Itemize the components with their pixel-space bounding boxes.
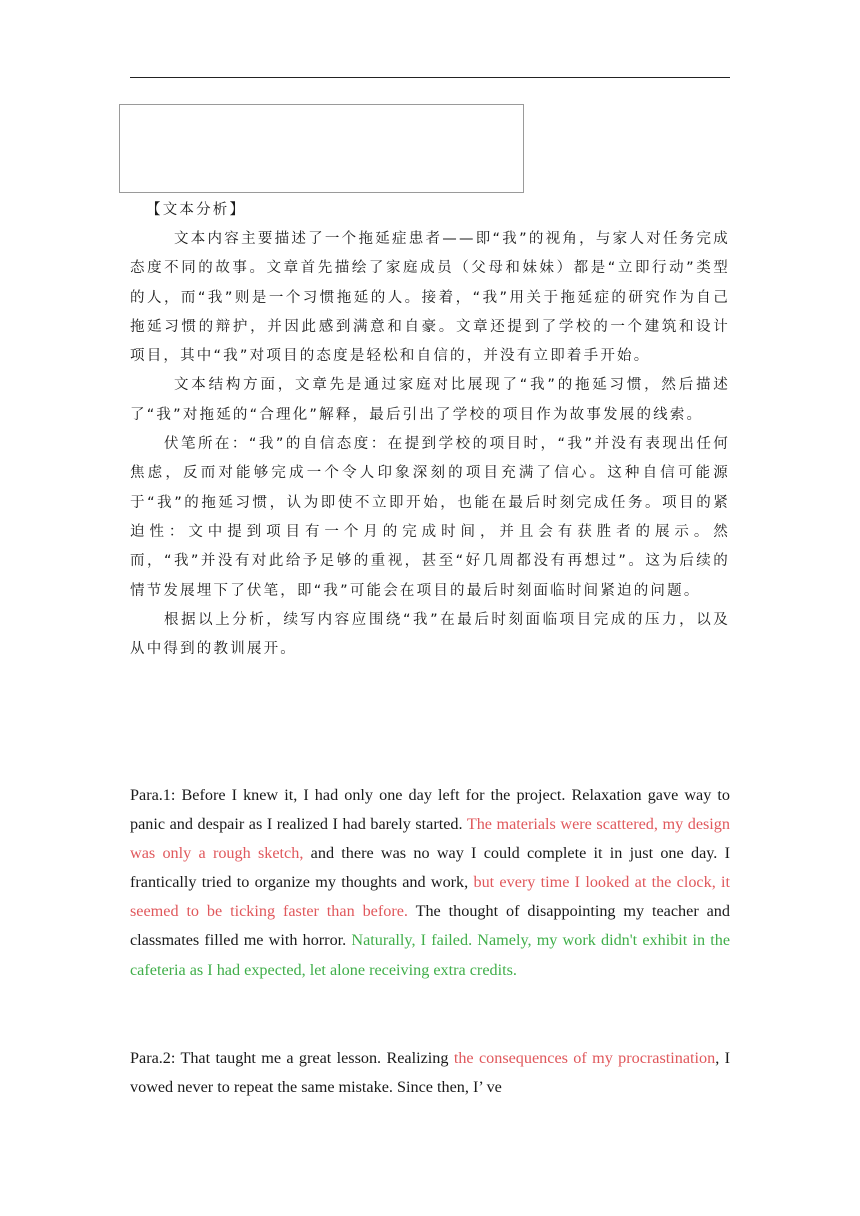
para-1-text-e: The thought of disappointing my teacher and classmates filled me with horror. (130, 902, 730, 950)
empty-text-box (119, 104, 524, 193)
analysis-paragraph-content: 文本内容主要描述了一个拖延症患者——即“我”的视角，与家人对任务完成态度不同的故事。文章首先描绘了家庭成员（父母和妹妹）都是“立即行动”类型的人，而“我”则是一个习惯拖延的人。接着，“我”用关于拖延症的研究作为自己拖延习惯的辩护，并因此感到满意和自豪。文章还提到了学校的一个建筑和设计项目，其中“我”对项目的态度是轻松和自信的，并没有立即着手开始。 (130, 231, 730, 365)
para-1-highlight-red-1: The materials were scattered, my design was only a rough sketch, (130, 815, 730, 863)
para-1-highlight-green: Naturally, I failed. Namely, my work didn't exhibit in the cafeteria as I had expected, let alone receiving extra credits. (130, 931, 731, 979)
analysis-paragraph-conclusion: 根据以上分析，续写内容应围绕“我”在最后时刻面临项目完成的压力，以及从中得到的教训展开。 (130, 611, 730, 658)
para-2-highlight-red: the consequences of my procrastination (453, 1049, 716, 1067)
para-1-text-c: and there was no way I could complete it in just one day. I frantically tried to organize my thoughts and work, (130, 844, 730, 892)
para-2 (130, 1044, 730, 1102)
para-1-text-a: Para.1: Before I knew it, I had only one day left for the project. Relaxation gave way to panic and despair as I realized I had barely started. (130, 786, 730, 834)
analysis-heading: 【文本分析】 (146, 202, 247, 218)
para-2-text-a: Para.2: That taught me a great lesson. Realizing (130, 1049, 454, 1067)
header-rule (130, 77, 730, 78)
para-1 (130, 781, 730, 985)
analysis-paragraph-structure: 文本结构方面，文章先是通过家庭对比展现了“我”的拖延习惯，然后描述了“我”对拖延的“合理化”解释，最后引出了学校的项目作为故事发展的线索。 (130, 377, 730, 423)
para-1-highlight-red-2: but every time I looked at the clock, it seemed to be ticking faster than before. (130, 873, 730, 921)
analysis-paragraph-foreshadowing: 伏笔所在：“我”的自信态度：在提到学校的项目时，“我”并没有表现出任何焦虑，反而对能够完成一个令人印象深刻的项目充满了信心。这种自信可能源于“我”的拖延习惯，认为即使不立即开始，也能在最后时刻完成任务。项目的紧迫性：文中提到项目有一个月的完成时间，并且会有获胜者的展示。然而，“我”并没有对此给予足够的重视，甚至“好几周都没有再想过”。这为后续的情节发展埋下了伏笔，即“我”可能会在项目的最后时刻面临时间紧迫的问题。 (130, 436, 730, 599)
analysis-body (130, 225, 730, 664)
para-2-text-c: , I vowed never to repeat the same mistake. Since then, I’ ve (130, 1049, 731, 1097)
